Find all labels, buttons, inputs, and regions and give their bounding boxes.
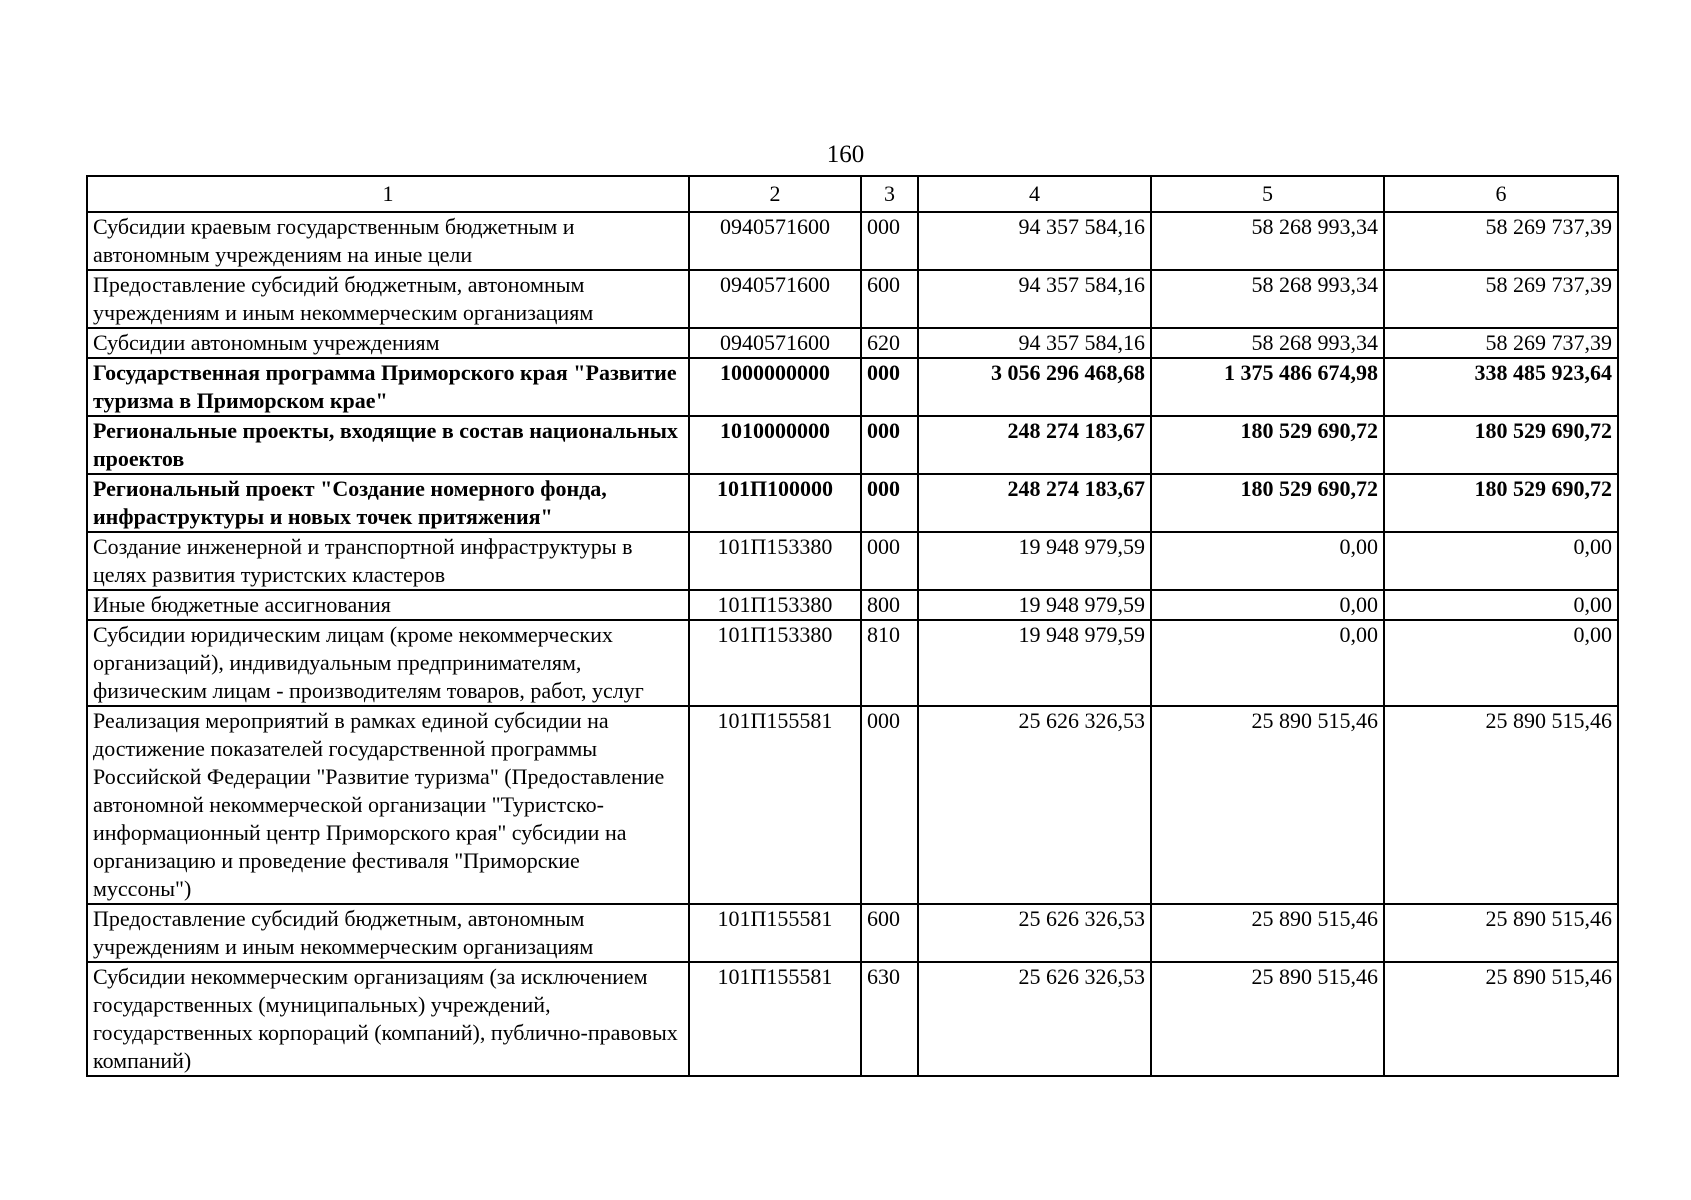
row-name-cell: Государственная программа Приморского края "Развитие туризма в Приморском крае" — [87, 358, 689, 416]
row-value-col6: 25 890 515,46 — [1384, 904, 1618, 962]
row-code-cell: 0940571600 — [689, 270, 861, 328]
row-value-col4: 248 274 183,67 — [918, 474, 1151, 532]
row-value-col6: 25 890 515,46 — [1384, 706, 1618, 904]
row-value-col6: 180 529 690,72 — [1384, 474, 1618, 532]
row-kind-cell: 620 — [861, 328, 918, 358]
row-value-col5: 180 529 690,72 — [1151, 416, 1384, 474]
row-name-cell: Субсидии некоммерческим организациям (за исключением государственных (муниципальных) учреждений, государственных корпораций (компаний), публично-правовых компаний) — [87, 962, 689, 1076]
row-value-col6: 0,00 — [1384, 590, 1618, 620]
column-header: 1 — [87, 176, 689, 212]
row-value-col6: 58 269 737,39 — [1384, 212, 1618, 270]
row-kind-cell: 810 — [861, 620, 918, 706]
row-value-col5: 1 375 486 674,98 — [1151, 358, 1384, 416]
row-name-cell: Субсидии автономным учреждениям — [87, 328, 689, 358]
column-header: 2 — [689, 176, 861, 212]
table-row — [87, 532, 1618, 590]
row-value-col5: 25 890 515,46 — [1151, 706, 1384, 904]
table-row — [87, 212, 1618, 270]
row-kind-cell: 000 — [861, 358, 918, 416]
row-name-cell: Субсидии юридическим лицам (кроме некоммерческих организаций), индивидуальным предпринимателям, физическим лицам - производителям товаров, работ, услуг — [87, 620, 689, 706]
row-code-cell: 101П153380 — [689, 532, 861, 590]
row-name-cell: Предоставление субсидий бюджетным, автономным учреждениям и иным некоммерческим организациям — [87, 270, 689, 328]
row-value-col4: 25 626 326,53 — [918, 904, 1151, 962]
row-code-cell: 1000000000 — [689, 358, 861, 416]
row-value-col5: 180 529 690,72 — [1151, 474, 1384, 532]
row-value-col6: 0,00 — [1384, 620, 1618, 706]
row-value-col5: 25 890 515,46 — [1151, 962, 1384, 1076]
table-row — [87, 328, 1618, 358]
row-value-col5: 58 268 993,34 — [1151, 212, 1384, 270]
row-value-col4: 19 948 979,59 — [918, 532, 1151, 590]
row-kind-cell: 630 — [861, 962, 918, 1076]
row-value-col4: 19 948 979,59 — [918, 590, 1151, 620]
row-code-cell: 0940571600 — [689, 328, 861, 358]
row-name-cell: Иные бюджетные ассигнования — [87, 590, 689, 620]
row-code-cell: 101П153380 — [689, 620, 861, 706]
row-value-col4: 25 626 326,53 — [918, 706, 1151, 904]
table-row — [87, 706, 1618, 904]
column-header: 4 — [918, 176, 1151, 212]
table-row — [87, 904, 1618, 962]
row-kind-cell: 000 — [861, 706, 918, 904]
page-number: 160 — [826, 141, 865, 168]
row-code-cell: 101П155581 — [689, 962, 861, 1076]
row-kind-cell: 000 — [861, 532, 918, 590]
row-kind-cell: 000 — [861, 416, 918, 474]
row-value-col5: 58 268 993,34 — [1151, 270, 1384, 328]
row-value-col4: 94 357 584,16 — [918, 328, 1151, 358]
row-kind-cell: 000 — [861, 474, 918, 532]
table-row — [87, 474, 1618, 532]
row-value-col4: 94 357 584,16 — [918, 212, 1151, 270]
row-code-cell: 101П153380 — [689, 590, 861, 620]
row-value-col5: 58 268 993,34 — [1151, 328, 1384, 358]
table-row — [87, 590, 1618, 620]
row-code-cell: 1010000000 — [689, 416, 861, 474]
row-kind-cell: 800 — [861, 590, 918, 620]
row-value-col4: 94 357 584,16 — [918, 270, 1151, 328]
row-name-cell: Региональный проект "Создание номерного фонда, инфраструктуры и новых точек притяжения" — [87, 474, 689, 532]
column-header: 6 — [1384, 176, 1618, 212]
row-value-col4: 19 948 979,59 — [918, 620, 1151, 706]
table-row — [87, 270, 1618, 328]
row-value-col5: 0,00 — [1151, 532, 1384, 590]
row-code-cell: 101П100000 — [689, 474, 861, 532]
row-value-col6: 58 269 737,39 — [1384, 270, 1618, 328]
row-value-col6: 180 529 690,72 — [1384, 416, 1618, 474]
row-name-cell: Региональные проекты, входящие в состав национальных проектов — [87, 416, 689, 474]
row-value-col4: 3 056 296 468,68 — [918, 358, 1151, 416]
row-value-col4: 248 274 183,67 — [918, 416, 1151, 474]
row-code-cell: 101П155581 — [689, 904, 861, 962]
row-name-cell: Предоставление субсидий бюджетным, автономным учреждениям и иным некоммерческим организациям — [87, 904, 689, 962]
row-value-col5: 25 890 515,46 — [1151, 904, 1384, 962]
budget-table — [86, 175, 1619, 1077]
row-name-cell: Субсидии краевым государственным бюджетным и автономным учреждениям на иные цели — [87, 212, 689, 270]
row-kind-cell: 600 — [861, 904, 918, 962]
row-value-col5: 0,00 — [1151, 620, 1384, 706]
row-value-col6: 25 890 515,46 — [1384, 962, 1618, 1076]
row-code-cell: 101П155581 — [689, 706, 861, 904]
column-header: 5 — [1151, 176, 1384, 212]
row-value-col6: 0,00 — [1384, 532, 1618, 590]
row-code-cell: 0940571600 — [689, 212, 861, 270]
row-value-col6: 338 485 923,64 — [1384, 358, 1618, 416]
header-row — [87, 176, 1618, 212]
row-name-cell: Создание инженерной и транспортной инфраструктуры в целях развития туристских кластеров — [87, 532, 689, 590]
row-value-col4: 25 626 326,53 — [918, 962, 1151, 1076]
row-kind-cell: 000 — [861, 212, 918, 270]
table-row — [87, 416, 1618, 474]
row-value-col6: 58 269 737,39 — [1384, 328, 1618, 358]
table-row — [87, 358, 1618, 416]
table-row — [87, 962, 1618, 1076]
column-header: 3 — [861, 176, 918, 212]
row-value-col5: 0,00 — [1151, 590, 1384, 620]
table-row — [87, 620, 1618, 706]
row-name-cell: Реализация мероприятий в рамках единой субсидии на достижение показателей государственной программы Российской Федерации "Развитие туризма" (Предоставление автономной некоммерческой организации "Туристско-информационный центр Приморского края" субсидии на организацию и проведение фестиваля "Приморские муссоны") — [87, 706, 689, 904]
row-kind-cell: 600 — [861, 270, 918, 328]
